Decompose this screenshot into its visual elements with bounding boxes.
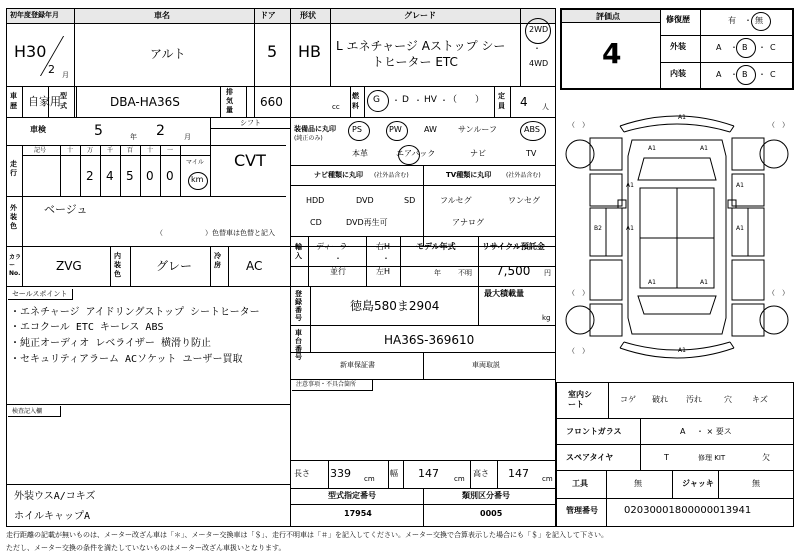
model-value: DBA-HA36S (110, 95, 180, 109)
fuel-hv: HV (424, 95, 437, 105)
max-load-label: 最大積載量 (484, 289, 524, 298)
tv-oneseg: ワンセグ (508, 196, 540, 205)
equipment-label: 装備品に丸印 (294, 125, 336, 133)
seat-item-0: コゲ (620, 395, 636, 404)
equip-sunroof: サンルーフ (458, 125, 497, 134)
footer-line2: ただし、メーター交換の条件を満たしていないものはメーター改ざん車扱いとなります。 (6, 544, 286, 552)
fuel-g: G (373, 95, 380, 105)
shape-value: HB (298, 42, 322, 61)
exterior-a: A (716, 43, 722, 52)
footer-line1: 走行距離の記載が無いものは、メーター改ざん車は「＊」、メーター交換車は「＄」、走行不明車は「＃」を記入してください。メーター交換で合算表示した場合にも「＄」を記入して下さい。 (6, 531, 608, 539)
spare-dash: 欠 (762, 453, 770, 462)
length-label: 長さ (294, 469, 310, 478)
displacement-label: 排気量 (226, 88, 233, 114)
inspection-year-unit: 年 (130, 133, 137, 141)
exterior-c: C (770, 43, 776, 52)
jack-label: ジャッキ (682, 479, 714, 488)
dmg-mark-10: A1 (678, 347, 686, 354)
sales-points-label: セールスポイント (12, 290, 68, 298)
handle-left: 左H (376, 267, 391, 276)
repair-yes: 有 (728, 16, 736, 25)
mileage-unit-km: km (191, 175, 204, 184)
exterior-dot1: ・ (730, 43, 738, 52)
model-label: 型式 (60, 92, 67, 110)
mileage-sub-6: 一 (167, 147, 174, 154)
displacement-unit: cc (332, 103, 340, 111)
tools-value: 無 (634, 479, 642, 488)
type-designation-label: 型式指定番号 (328, 491, 376, 500)
equip-ps: PS (352, 125, 362, 134)
interior-dot2: ・ (758, 70, 766, 79)
dmg-mark-8: A1 (648, 279, 656, 286)
color-no-label: カラーNo. (9, 254, 22, 277)
model-year-unit: 年 (434, 269, 441, 277)
equip-aw: AW (424, 125, 437, 134)
mileage-digit-3: 5 (126, 169, 134, 183)
handle-right: 右H (376, 242, 391, 251)
equip-pw: PW (389, 125, 402, 134)
grade-line2: トヒーター ETC (372, 55, 458, 69)
exterior-label: 外装 (670, 42, 686, 51)
color-value: ベージュ (44, 203, 88, 216)
paren-tr: （ ） (768, 121, 789, 129)
equip-aircon: エアバック (396, 149, 436, 158)
shift-value: CVT (234, 151, 266, 170)
plate-label: 登録番号 (295, 290, 302, 322)
fuel-label: 燃料 (352, 92, 359, 110)
grade-line1: L エネチャージ Aストップ シー (336, 39, 506, 53)
usage-label: 車歴 (10, 92, 17, 110)
score-label: 評価点 (596, 12, 620, 21)
fuel-paren: （ ） (448, 95, 485, 105)
mileage-unit-mile: マイル (186, 159, 204, 166)
repair-dot: ・ (744, 16, 752, 25)
dmg-mark-9: A1 (700, 279, 708, 286)
paren-b: （ ） (568, 347, 589, 355)
import-dealer: ディーラー (316, 242, 356, 251)
navi-cd: CD (310, 218, 322, 227)
shift-label: シフト (240, 119, 261, 127)
navi-types-label: ナビ種類に丸印 (314, 171, 363, 179)
length-unit: cm (364, 475, 375, 483)
recycle-value: 7,500 (496, 264, 531, 278)
first-reg-month: 2 (48, 63, 55, 76)
mileage-sub-0: 記号 (34, 147, 47, 154)
windshield-rest: ・ × 要ス (696, 427, 732, 436)
dmg-mark-3: A1 (626, 182, 634, 189)
width-value: 147 (418, 467, 439, 480)
mgmt-label: 管理番号 (566, 506, 598, 515)
inspection-year: 5 (94, 123, 103, 139)
seat-item-3: 穴 (724, 395, 732, 404)
header-shade (7, 9, 555, 23)
tv-types-label: TV種類に丸印 (446, 171, 492, 179)
car-damage-diagram (560, 96, 794, 378)
dmg-mark-0: A1 (678, 114, 686, 121)
capacity-value: 4 (520, 95, 528, 109)
spare-kit: 修理 KIT (698, 454, 726, 462)
import-parallel: 並行 (330, 267, 346, 276)
sales-line-0: ・エネチャージ アイドリングストップ シートヒーター (10, 307, 260, 318)
mileage-digit-1: 2 (86, 169, 94, 183)
displacement-value: 660 (260, 95, 283, 109)
sales-line-1: ・エコクール ETC キーレス ABS (10, 322, 164, 333)
capacity-label: 定員 (498, 92, 505, 110)
import-dot: ・ (334, 254, 342, 263)
mileage-sub-5: 十 (147, 147, 154, 154)
inspector-line-0: 外装ウスA/コキズ (14, 491, 96, 502)
import-label: 輸入 (295, 243, 302, 260)
repair-no: 無 (755, 16, 763, 25)
interior-b: B (742, 70, 748, 79)
windshield-label: フロントガラス (566, 427, 622, 436)
interior-a: A (716, 70, 722, 79)
mileage-sub-4: 百 (127, 147, 134, 154)
model-year-unknown: 不明 (458, 269, 472, 277)
inspector-label-box (8, 406, 61, 417)
dmg-mark-5: B2 (594, 225, 602, 232)
sales-line-3: ・セキュリティアラーム ACソケット ユーザー買取 (10, 354, 243, 365)
seat-item-1: 破れ (652, 395, 668, 404)
equip-tv: TV (526, 149, 537, 158)
doors-value: 5 (267, 42, 278, 61)
recycle-unit: 円 (544, 269, 551, 277)
equip-abs: ABS (524, 125, 540, 134)
class-no-value: 0005 (480, 509, 503, 518)
paren-bl: （ ） (568, 289, 589, 297)
tv-fullseg: フルセグ (440, 196, 472, 205)
seat-item-4: キズ (752, 395, 768, 404)
mileage-sub-3: 千 (107, 147, 114, 154)
seat-item-2: 汚れ (686, 395, 702, 404)
mileage-label: 走行 (10, 160, 17, 177)
color-label: 外装色 (10, 204, 17, 230)
warranty-new: 新車保証書 (340, 361, 375, 369)
first-reg-month-unit: 月 (62, 71, 69, 79)
first-reg-era: H30 (14, 42, 47, 61)
usage-value: 自家用 (28, 95, 61, 108)
windshield-a: A (680, 427, 686, 436)
int-color-label: 内装色 (114, 252, 121, 278)
mgmt-value: 02030001800000013941 (624, 505, 752, 516)
cooling-label: 冷房 (214, 252, 221, 269)
dmg-mark-2: A1 (700, 145, 708, 152)
fuel-dot1: ・ (392, 96, 400, 105)
chassis-label: 車台番号 (295, 329, 302, 361)
type-designation-value: 17954 (344, 509, 372, 518)
dmg-mark-1: A1 (648, 145, 656, 152)
equipment-sub: (純正のみ) (294, 135, 323, 142)
doors-label: ドア (260, 11, 276, 20)
plate-value: 徳島580ま2904 (350, 299, 440, 313)
width-label: 幅 (390, 469, 398, 478)
notes-label-box (292, 380, 373, 391)
mileage-digit-5: 0 (166, 169, 174, 183)
capacity-unit: 人 (542, 103, 549, 111)
interior-dot1: ・ (730, 70, 738, 79)
inspector-label: 検査記入欄 (12, 408, 43, 415)
jack-value: 無 (752, 479, 760, 488)
fuel-dot3: ・ (440, 96, 448, 105)
int-color-value: グレー (156, 259, 193, 273)
height-value: 147 (508, 467, 529, 480)
drive-sep: ・ (533, 44, 541, 53)
navi-dvdplay: DVD再生可 (346, 218, 388, 227)
paren-br: （ ） (768, 289, 789, 297)
cooling-value: AC (246, 259, 263, 273)
tools-label: 工具 (572, 479, 588, 488)
color-note: （ ）色替車は色替と記入 (156, 229, 275, 237)
mileage-sub-2: 万 (87, 147, 94, 154)
navi-sd: SD (404, 196, 416, 205)
drive-4wd: 4WD (529, 59, 549, 68)
recycle-label: リサイクル預託金 (482, 242, 545, 251)
equip-navi: ナビ (470, 149, 486, 158)
navi-hdd: HDD (306, 196, 325, 205)
sales-line-2: ・純正オーディオ レベライザー 横滑り防止 (10, 338, 211, 349)
car-name-label: 車名 (154, 11, 170, 20)
width-unit: cm (454, 475, 465, 483)
notes-label: 注意事項・不具合箇所 (296, 381, 357, 388)
navi-types-sub: (社外品含む) (374, 172, 409, 179)
dmg-mark-4: A1 (736, 182, 744, 189)
inspection-label: 車検 (30, 125, 46, 134)
tv-analog: アナログ (452, 218, 484, 227)
inspector-line-1: ホイルキャップA (14, 511, 91, 522)
seat-label: 室内シート (568, 390, 592, 409)
sales-label-box (8, 289, 73, 300)
interior-c: C (770, 70, 776, 79)
mileage-sub-1: 十 (67, 147, 74, 154)
interior-label: 内装 (670, 69, 686, 78)
chassis-value: HA36S-369610 (384, 333, 475, 347)
exterior-dot2: ・ (758, 43, 766, 52)
model-year-label: モデル年式 (416, 242, 456, 251)
fuel-d: D (402, 95, 409, 105)
grade-label: グレード (404, 11, 436, 20)
inspection-month-unit: 月 (184, 133, 191, 141)
warranty-manual: 車両取説 (472, 361, 500, 369)
paren-tl: （ ） (568, 121, 589, 129)
repair-label: 修復歴 (666, 15, 690, 24)
exterior-b: B (742, 43, 748, 52)
max-load-unit: kg (542, 314, 551, 322)
mileage-digit-4: 0 (146, 169, 154, 183)
tv-types-sub: (社外品含む) (506, 172, 541, 179)
fuel-dot2: ・ (414, 96, 422, 105)
length-value: 339 (330, 467, 351, 480)
height-unit: cm (542, 475, 553, 483)
height-label: 高さ (473, 469, 489, 478)
shape-label: 形状 (300, 11, 316, 20)
color-no-value: ZVG (56, 259, 82, 273)
equip-leather: 本革 (352, 149, 368, 158)
spare-t: T (664, 453, 669, 462)
mileage-digit-2: 4 (106, 169, 114, 183)
navi-dvd: DVD (356, 196, 374, 205)
score-value: 4 (602, 37, 622, 70)
class-no-label: 類別区分番号 (462, 491, 510, 500)
car-name-value: アルト (150, 47, 186, 61)
inspection-month: 2 (156, 123, 165, 139)
spare-label: スペアタイヤ (566, 453, 614, 462)
dmg-mark-6: A1 (626, 225, 634, 232)
drive-2wd: 2WD (529, 25, 549, 34)
first-reg-label: 初年度登録年月 (10, 11, 59, 19)
handle-dot: ・ (382, 254, 390, 263)
dmg-mark-7: A1 (736, 225, 744, 232)
